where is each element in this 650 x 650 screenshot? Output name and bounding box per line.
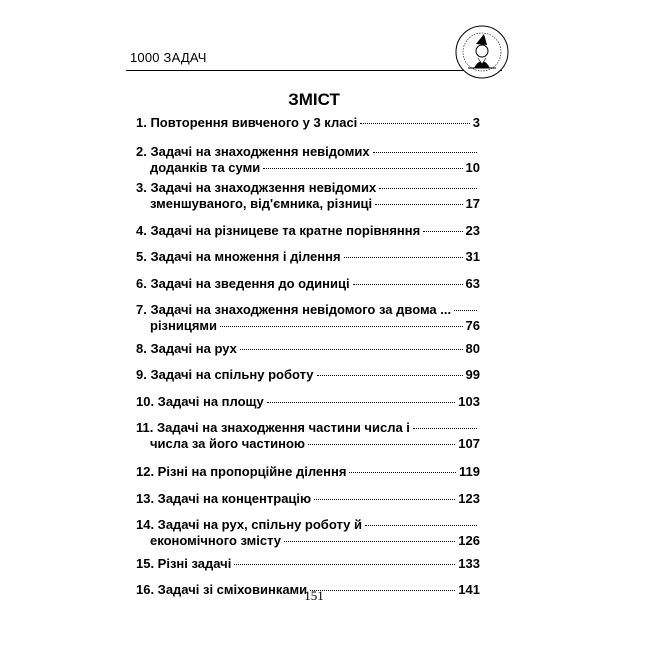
toc-entry-title: 10. Задачі на площу [136,394,264,409]
dot-leader [240,349,463,350]
toc-entry-line [136,318,480,334]
header-rule [126,70,502,71]
toc-entry-page: 17 [465,196,480,211]
toc-entry [136,249,480,265]
toc-entry-page: 103 [458,394,480,409]
toc-entry [136,517,480,549]
toc-entry-line-wrapped [136,180,480,196]
toc-entry-line [136,341,480,357]
toc-entry-page: 23 [465,223,480,238]
toc-entry-title: 6. Задачі на зведення до одиниці [136,276,350,291]
toc-entry-page: 10 [465,160,480,175]
toc-entry-line [136,223,480,239]
toc-entry-page: 141 [458,582,480,597]
toc-entry-line [136,533,480,549]
toc-entry-line [136,249,480,265]
dot-leader [360,123,469,124]
toc-entry-title: 15. Різні задачі [136,556,232,571]
dot-leader [344,257,463,258]
dot-leader [423,231,462,232]
toc-entry-page: 133 [458,556,480,571]
toc-entry-title: економічного змісту [150,533,282,548]
toc-entry-title: 11. Задачі на знаходження частини числа і [136,420,410,435]
dot-leader [365,525,477,526]
dot-leader [349,472,456,473]
toc-entry-title: 1. Повторення вивченого у 3 класі [136,115,358,130]
toc-entry [136,341,480,357]
toc-entry-line [136,196,480,212]
toc-entry [136,556,480,572]
dot-leader [353,284,463,285]
toc-entry-line [136,276,480,292]
toc-entry [136,180,480,212]
dot-leader [317,375,463,376]
toc-entry [136,394,480,410]
toc-entry-title: доданків та суми [150,160,261,175]
toc-entry-line-wrapped [136,144,480,160]
toc-entry-title: різницями [150,318,218,333]
dot-leader [220,326,462,327]
toc-entry-title: 14. Задачі на рух, спільну роботу й [136,517,362,532]
toc-entry-title: 8. Задачі на рух [136,341,237,356]
dot-leader [314,499,455,500]
dot-leader [284,541,455,542]
toc-entry-title: 2. Задачі на знаходження невідомих [136,144,370,159]
dot-leader [379,188,477,189]
toc-entry-line [136,160,480,176]
toc-entry-line [136,464,480,480]
toc-entry-title: 4. Задачі на різницеве та кратне порівняння [136,223,421,238]
toc-entry [136,302,480,334]
toc-entry-page: 107 [458,436,480,451]
dot-leader [413,428,477,429]
toc-entry-line-wrapped [136,517,480,533]
toc-entry-title: 3. Задачі на знаходжзення невідомих [136,180,377,195]
toc-entry-title: 5. Задачі на множення і ділення [136,249,341,264]
toc-entry-title: 12. Різні на пропорційне ділення [136,464,347,479]
gnome-mascot-logo-icon [454,24,510,80]
toc-entry-line [136,115,480,131]
toc-entry-title: числа за його частиною [150,436,305,451]
toc-entry [136,115,480,131]
toc-entry-line [136,556,480,572]
toc-entry [136,491,480,507]
toc-heading: ЗМІСТ [288,90,340,109]
toc-entry-page: 99 [465,367,480,382]
toc-entry [136,144,480,176]
dot-leader [267,402,456,403]
toc-entry-page: 126 [458,533,480,548]
dot-leader [234,564,455,565]
toc-entry-page: 80 [465,341,480,356]
page-number: 151 [304,588,324,603]
dot-leader [375,204,462,205]
toc-entry-page: 119 [459,464,480,479]
toc-entry-line [136,436,480,452]
dot-leader [308,444,455,445]
toc-entry-line-wrapped [136,420,480,436]
toc-entry-title: 9. Задачі на спільну роботу [136,367,314,382]
toc-entry-line-wrapped [136,302,480,318]
running-title: 1000 ЗАДАЧ [130,50,207,65]
toc-entry-page: 3 [472,115,480,130]
toc-entry [136,464,480,480]
toc-entry-title: 16. Задачі зі сміховинками [136,582,308,597]
toc-entry-line [136,491,480,507]
toc-entry-title: 7. Задачі на знаходження невідомого за двома ... [136,302,452,317]
toc-entry-title: зменшуваного, від'ємника, різниці [150,196,373,211]
book-page [126,20,524,630]
toc-entry-line [136,367,480,383]
toc-entry-page: 76 [465,318,480,333]
toc-entry [136,367,480,383]
toc-entry [136,276,480,292]
dot-leader [454,310,477,311]
toc-entry-line [136,394,480,410]
toc-entry-page: 123 [458,491,480,506]
toc-entry-title: 13. Задачі на концентрацію [136,491,312,506]
toc-entry [136,420,480,452]
toc-entry [136,223,480,239]
toc-entry-page: 63 [465,276,480,291]
toc-entry-page: 31 [465,249,480,264]
dot-leader [373,152,477,153]
dot-leader [263,168,462,169]
